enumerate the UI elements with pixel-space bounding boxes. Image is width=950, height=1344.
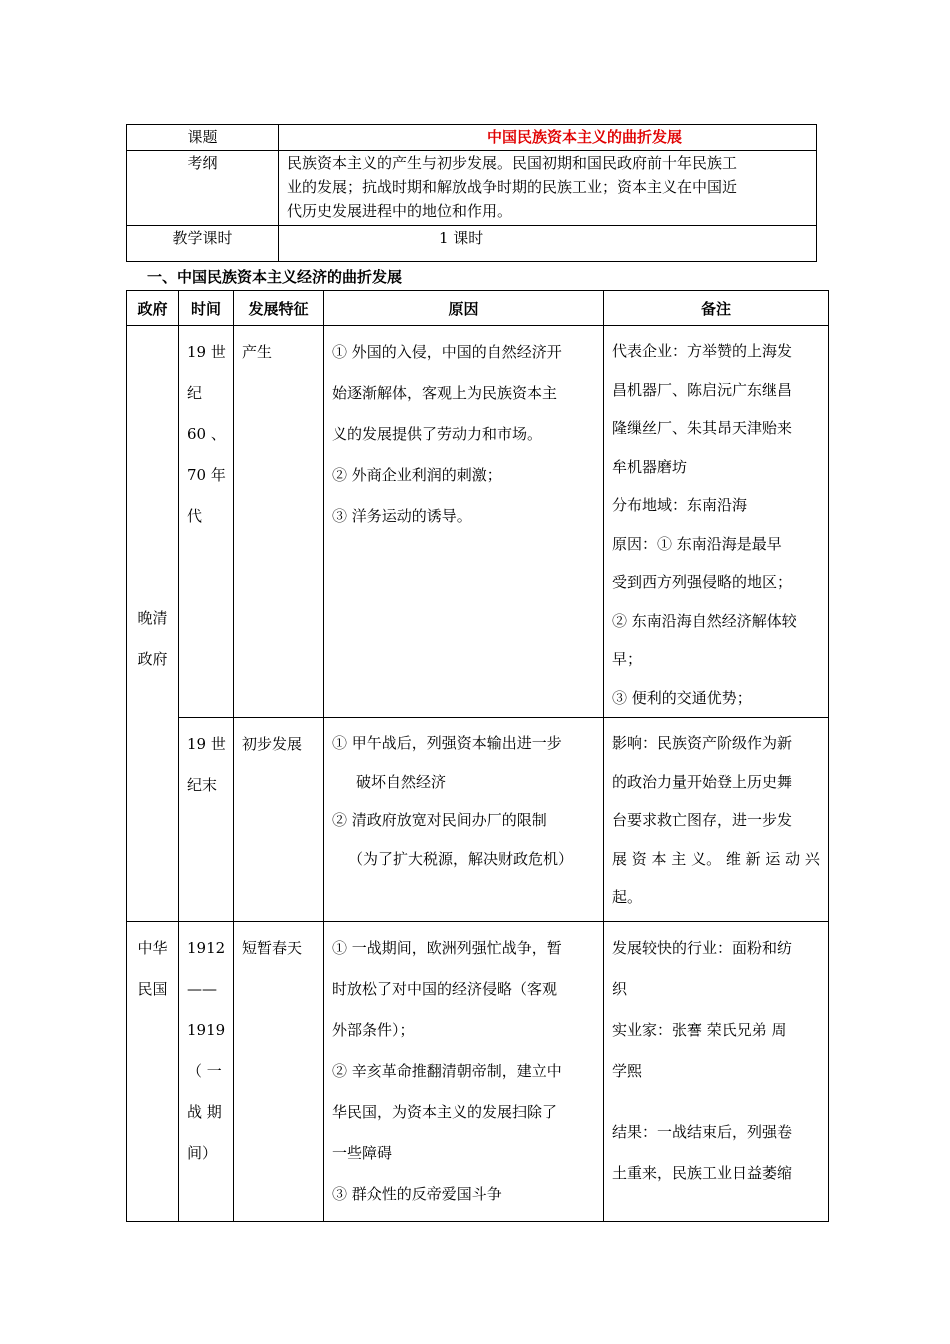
time-line: 纪 xyxy=(187,384,203,402)
note-line: 昌机器厂、陈启沅广东继昌 xyxy=(612,380,793,399)
reason-line: ① 外国的入侵，中国的自然经济开 xyxy=(332,343,562,361)
reason-line: 义的发展提供了劳动力和市场。 xyxy=(332,425,543,443)
time-cell xyxy=(179,326,234,718)
reason-line: ① 甲午战后，列强资本输出进一步 xyxy=(332,734,562,752)
time-line: 战 期 xyxy=(187,1103,222,1121)
note-spacer xyxy=(612,1092,820,1112)
reason-cell xyxy=(324,718,604,922)
note-line: 台要求救亡图存，进一步发 xyxy=(612,811,793,829)
note-line: 隆缫丝厂、朱其昂天津贻来 xyxy=(612,419,793,437)
note-line: 分布地域：东南沿海 xyxy=(612,496,748,514)
time-line: （ 一 xyxy=(187,1062,222,1080)
feature-cell: 初步发展 xyxy=(234,718,324,922)
note-line: 实业家：张謇 荣氏兄弟 周 xyxy=(612,1021,787,1039)
note-line: 土重来，民族工业日益萎缩 xyxy=(612,1164,793,1182)
gov-line: 民国 xyxy=(137,980,168,998)
gov-late-qing xyxy=(127,326,179,922)
header-time: 时间 xyxy=(179,291,234,326)
reason-line: ③ 洋务运动的诱导。 xyxy=(332,507,472,525)
time-cell xyxy=(179,922,234,1222)
table-row xyxy=(127,718,829,922)
note-line: 学熙 xyxy=(612,1062,643,1080)
note-line: 早； xyxy=(612,650,643,668)
topic-title xyxy=(279,125,817,151)
notes-cell xyxy=(604,922,829,1222)
time-line: 代 xyxy=(187,507,203,525)
time-line: 60 、 xyxy=(187,425,226,443)
gov-line: 晚清 xyxy=(137,608,168,627)
note-line: ③ 便利的交通优势； xyxy=(612,688,752,707)
header-row xyxy=(127,291,829,326)
reason-line: （为了扩大税源，解决财政危机） xyxy=(348,849,574,868)
note-line: 原因：① 东南沿海是最早 xyxy=(612,534,782,553)
note-line: 织 xyxy=(612,980,628,998)
reason-line: 破坏自然经济 xyxy=(356,772,447,791)
header-notes: 备注 xyxy=(604,291,829,326)
reason-line: ② 外商企业利润的刺激； xyxy=(332,466,502,484)
reason-cell xyxy=(324,326,604,718)
note-line: 的政治力量开始登上历史舞 xyxy=(612,772,793,791)
note-line: 结果：一战结束后，列强卷 xyxy=(612,1123,793,1141)
reason-line: 始逐渐解体，客观上为民族资本主 xyxy=(332,384,558,402)
gov-line: 中华 xyxy=(137,939,168,957)
header-reason: 原因 xyxy=(324,291,604,326)
feature-cell: 短暂春天 xyxy=(234,922,324,1222)
note-line: 影响：民族资产阶级作为新 xyxy=(612,734,793,752)
outline-label: 考纲 xyxy=(127,151,279,226)
time-line: 纪末 xyxy=(187,776,218,794)
reason-cell xyxy=(324,922,604,1222)
reason-line: ① 一战期间，欧洲列强忙战争，暂 xyxy=(332,939,562,957)
reason-line: 一些障碍 xyxy=(332,1144,393,1162)
time-line: 1912 xyxy=(187,939,226,957)
note-line: 受到西方列强侵略的地区； xyxy=(612,573,793,591)
time-line: 1919 xyxy=(187,1021,226,1039)
note-line: 牟机器磨坊 xyxy=(612,457,688,476)
reason-line: ② 辛亥革命推翻清朝帝制，建立中 xyxy=(332,1062,562,1080)
topic-title-text: 中国民族资本主义的曲折发展 xyxy=(487,128,683,146)
reason-line: 华民国，为资本主义的发展扫除了 xyxy=(332,1103,558,1121)
note-line: 起。 xyxy=(612,888,643,906)
outline-line: 代历史发展进程中的地位和作用。 xyxy=(287,202,513,220)
time-line: 间） xyxy=(187,1144,218,1162)
topic-label: 课题 xyxy=(127,125,279,151)
table-row xyxy=(127,326,829,718)
section-title: 一、中国民族资本主义经济的曲折发展 xyxy=(147,268,403,286)
notes-cell xyxy=(604,326,829,718)
notes-cell xyxy=(604,718,829,922)
hours-label: 教学课时 xyxy=(127,226,279,262)
header-gov: 政府 xyxy=(127,291,179,326)
table-row xyxy=(127,922,829,1222)
time-cell xyxy=(179,718,234,922)
hours-value xyxy=(279,226,817,262)
note-line: 展 资 本 主 义。 维 新 运 动 兴 xyxy=(612,849,820,868)
outline-content xyxy=(279,151,817,226)
gov-republic xyxy=(127,922,179,1222)
reason-line: ③ 群众性的反帝爱国斗争 xyxy=(332,1185,502,1203)
outline-line: 民族资本主义的产生与初步发展。民国初期和国民政府前十年民族工 xyxy=(287,154,738,172)
time-line: —— xyxy=(187,980,217,998)
reason-line: 时放松了对中国的经济侵略（客观 xyxy=(332,980,558,998)
header-feature: 发展特征 xyxy=(234,291,324,326)
time-line: 70 年 xyxy=(187,466,226,484)
time-line: 19 世 xyxy=(187,735,226,753)
info-table xyxy=(126,124,817,262)
note-line: ② 东南沿海自然经济解体较 xyxy=(612,611,797,630)
hours-value-text: 1 课时 xyxy=(439,229,484,247)
outline-line: 业的发展；抗战时期和解放战争时期的民族工业；资本主义在中国近 xyxy=(287,178,738,196)
note-line: 代表企业：方举赞的上海发 xyxy=(612,342,793,360)
feature-cell: 产生 xyxy=(234,326,324,718)
gov-line: 政府 xyxy=(137,649,168,668)
reason-line: ② 清政府放宽对民间办厂的限制 xyxy=(332,811,547,829)
reason-line: 外部条件）； xyxy=(332,1021,415,1039)
time-line: 19 世 xyxy=(187,343,226,361)
note-line: 发展较快的行业：面粉和纺 xyxy=(612,939,793,957)
main-table xyxy=(126,290,829,1222)
